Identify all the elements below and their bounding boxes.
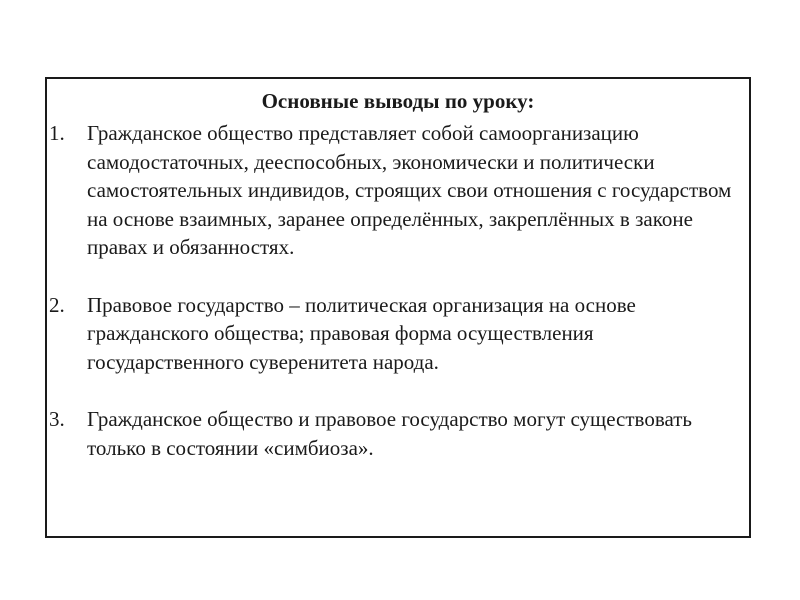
item-number: 2.	[49, 292, 65, 317]
item-text: Правовое государство – политическая организация на основе гражданского общества; правовая форма осуществления государственного суверенитета народа.	[87, 292, 636, 374]
conclusion-item-3	[47, 405, 749, 462]
conclusion-item-2	[47, 291, 749, 377]
item-text: Гражданское общество и правовое государство могут существовать только в состоянии «симбиоза».	[87, 406, 693, 460]
conclusions-list	[47, 119, 749, 491]
item-number: 3.	[49, 406, 65, 431]
box-title: Основные выводы по уроку:	[261, 89, 535, 113]
conclusions-box	[45, 77, 751, 538]
item-number: 1.	[49, 121, 65, 145]
conclusion-item-1	[47, 119, 749, 262]
item-text: Гражданское общество представляет собой самоорганизацию самодостаточных, дееспособных, экономически и политически самостоятельных индивидов, строящих свои отношения с государством на основе взаимных, заранее определённых, закреплённых в законе правах и обязанностях.	[87, 121, 732, 260]
